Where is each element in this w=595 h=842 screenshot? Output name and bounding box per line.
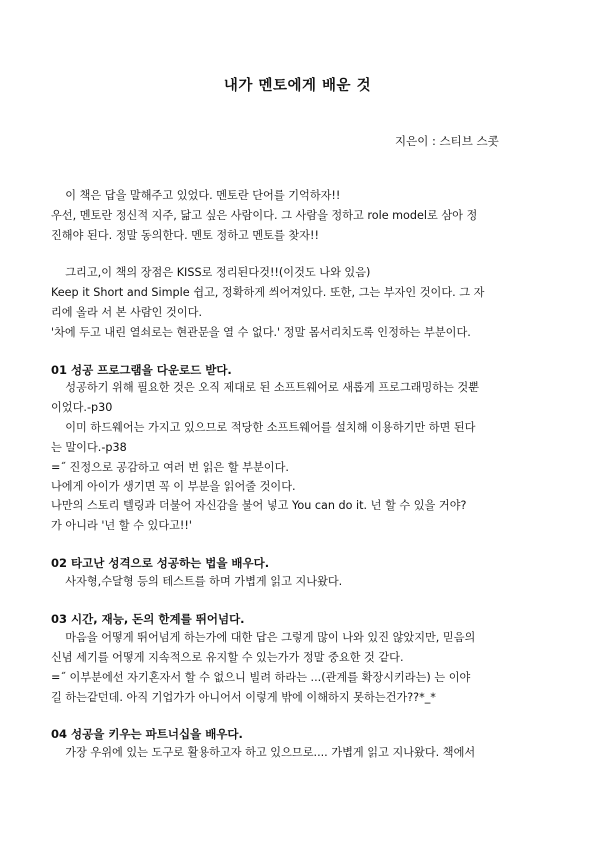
paragraph-line: 는 말이다.-p38 <box>51 441 127 454</box>
paragraph-line: 진해야 된다. 정말 동의한다. 멘토 정하고 멘토를 찾자!! <box>51 229 319 242</box>
section-heading: 01 성공 프로그램을 다운로드 받다. <box>51 363 232 377</box>
paragraph-line: Keep it Short and Simple 쉽고, 정확하게 씌어져있다. 또한, 그는 부자인 것이다. 그 자 <box>51 286 485 299</box>
section-heading: 03 시간, 재능, 돈의 한계를 뛰어넘다. <box>51 612 245 626</box>
paragraph-line: 가 아니라 '넌 할 수 있다고!!' <box>51 519 192 532</box>
paragraph-line: 이었다.-p30 <box>51 401 113 414</box>
paragraph-line: 마음을 어떻게 뛰어넘게 하는가에 대한 답은 그렇게 많이 나와 있진 않았지만, 믿음의 <box>51 631 476 644</box>
paragraph-line: =˝ 이부분에선 자기혼자서 할 수 없으니 빌려 하라는 ...(관계를 확장시키라는) 는 이야 <box>51 671 471 684</box>
paragraph-line: 길 하는같던데. 아직 기업가가 아니어서 이렇게 밖에 이해하지 못하는건가??*_* <box>51 691 436 704</box>
page-title: 내가 멘토에게 배운 것 <box>223 78 372 94</box>
paragraph-line: 리에 올라 서 본 사람인 것이다. <box>51 306 203 319</box>
paragraph-line: 나만의 스토리 텔링과 더불어 자신감을 불어 넣고 You can do it. 넌 할 수 있을 거야? <box>51 499 467 512</box>
section-heading: 02 타고난 성격으로 성공하는 법을 배우다. <box>51 556 270 570</box>
paragraph-line: 가장 우위에 있는 도구로 활용하고자 하고 있으므로.... 가볍게 읽고 지나왔다. 책에서 <box>51 746 476 759</box>
paragraph-line: 그리고,이 책의 장점은 KISS로 정리된다것!!(이것도 나와 있음) <box>51 266 371 279</box>
paragraph-line: =˝ 진정으로 공감하고 여러 번 읽은 할 부분이다. <box>51 461 289 474</box>
paragraph-line: 우선, 멘토란 정신적 지주, 닮고 싶은 사람이다. 그 사람을 정하고 role model로 삼아 정 <box>51 209 478 222</box>
paragraph-line: '차에 두고 내린 열쇠로는 현관문을 열 수 없다.' 정말 몸서리치도록 인정하는 부분이다. <box>51 326 471 339</box>
paragraph-line: 사자형,수달형 등의 테스트를 하며 가볍게 읽고 지나왔다. <box>51 575 343 588</box>
section-heading: 04 성공을 키우는 파트너십을 배우다. <box>51 727 243 741</box>
paragraph-line: 나에게 아이가 생기면 꼭 이 부분을 읽어줄 것이다. <box>51 480 296 493</box>
paragraph-line: 이 책은 답을 말해주고 있었다. 멘토란 단어를 기억하자!! <box>51 189 341 202</box>
paragraph-line: 이미 하드웨어는 가지고 있으므로 적당한 소프트웨어를 설치해 이용하기만 하면 된다 <box>51 421 476 434</box>
author-line: 지은이 : 스티브 스콧 <box>395 134 499 148</box>
paragraph-line: 신념 세기를 어떻게 지속적으로 유지할 수 있는가가 정말 중요한 것 같다. <box>51 651 404 664</box>
paragraph-line: 성공하기 위해 필요한 것은 오직 제대로 된 소프트웨어로 새롭게 프로그래밍하는 것뿐 <box>51 381 480 394</box>
